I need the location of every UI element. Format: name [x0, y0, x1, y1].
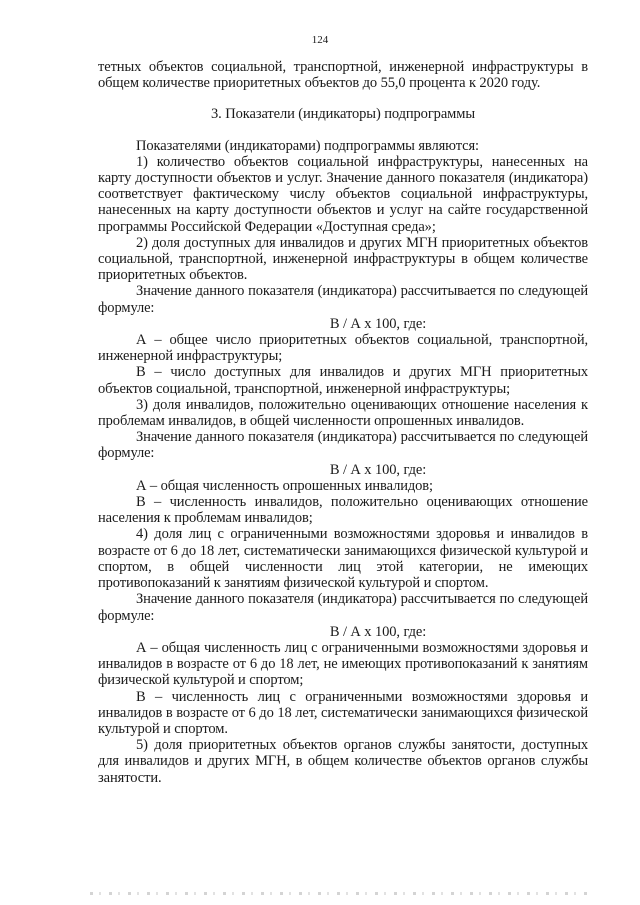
indicator-item-5: 5) доля приоритетных объектов органов службы занятости, доступных для инвалидов и других МГН, в общем количестве объектов органов службы занятости. [98, 737, 588, 786]
document-body [98, 59, 588, 786]
paragraph: Показателями (индикаторами) подпрограммы являются: [136, 137, 479, 154]
scan-noise-line [90, 892, 590, 895]
page-number: 124 [311, 34, 329, 46]
formula-definition: А – общая численность опрошенных инвалидов; [136, 477, 433, 494]
formula-definition: А – общее число приоритетных объектов социальной, транспортной, инженерной инфраструктуры; [98, 332, 588, 365]
formula: В / А x 100, где: [329, 461, 427, 478]
formula-intro: Значение данного показателя (индикатора) рассчитывается по следующей формуле: [98, 429, 588, 462]
indicator-item-4: 4) доля лиц с ограниченными возможностями здоровья и инвалидов в возрасте от 6 до 18 лет, систематически занимающихся физической культурой и спортом, в общей численности лиц этой категории, не имеющих противопоказаний к занятиям физической культурой и спортом. [98, 526, 588, 592]
indicator-item-3: 3) доля инвалидов, положительно оценивающих отношение населения к проблемам инвалидов, в общей численности опрошенных инвалидов. [98, 396, 588, 430]
formula: В / А x 100, где: [329, 315, 427, 332]
formula-intro: Значение данного показателя (индикатора) рассчитывается по следующей формуле: [98, 283, 588, 316]
formula-intro: Значение данного показателя (индикатора) рассчитывается по следующей формуле: [98, 591, 588, 624]
formula-definition: В – число доступных для инвалидов и других МГН приоритетных объектов социальной, транспортной, инженерной инфраструктуры; [98, 364, 588, 397]
formula-definition: В – численность лиц с ограниченными возможностями здоровья и инвалидов в возрасте от 6 до 18 лет, систематически занимающихся физической культурой и спортом. [98, 688, 588, 737]
formula: В / А x 100, где: [329, 623, 427, 640]
indicator-item-2: 2) доля доступных для инвалидов и других МГН приоритетных объектов социальной, транспортной, инженерной инфраструктуры в общем количестве приоритетных объектов. [98, 234, 588, 284]
formula-definition: А – общая численность лиц с ограниченными возможностями здоровья и инвалидов в возрасте от 6 до 18 лет, не имеющих противопоказаний к занятиям физической культурой и спортом; [98, 639, 588, 689]
intro-paragraph: тетных объектов социальной, транспортной, инженерной инфраструктуры в общем количестве приоритетных объектов до 55,0 процента к 2020 году. [98, 59, 588, 92]
indicator-item-1: 1) количество объектов социальной инфраструктуры, нанесенных на карту доступности объектов и услуг. Значение данного показателя (индикатора) соответствует фактическому числу объектов социальной инфраструктуры, нанесенных на карту доступности объектов и услуг на сайте государственной программы Российской Федерации «Доступная среда»; [98, 153, 588, 235]
formula-definition: В – численность инвалидов, положительно оценивающих отношение населения к проблемам инвалидов; [98, 494, 588, 527]
section-heading: 3. Показатели (индикаторы) подпрограммы [211, 106, 475, 123]
